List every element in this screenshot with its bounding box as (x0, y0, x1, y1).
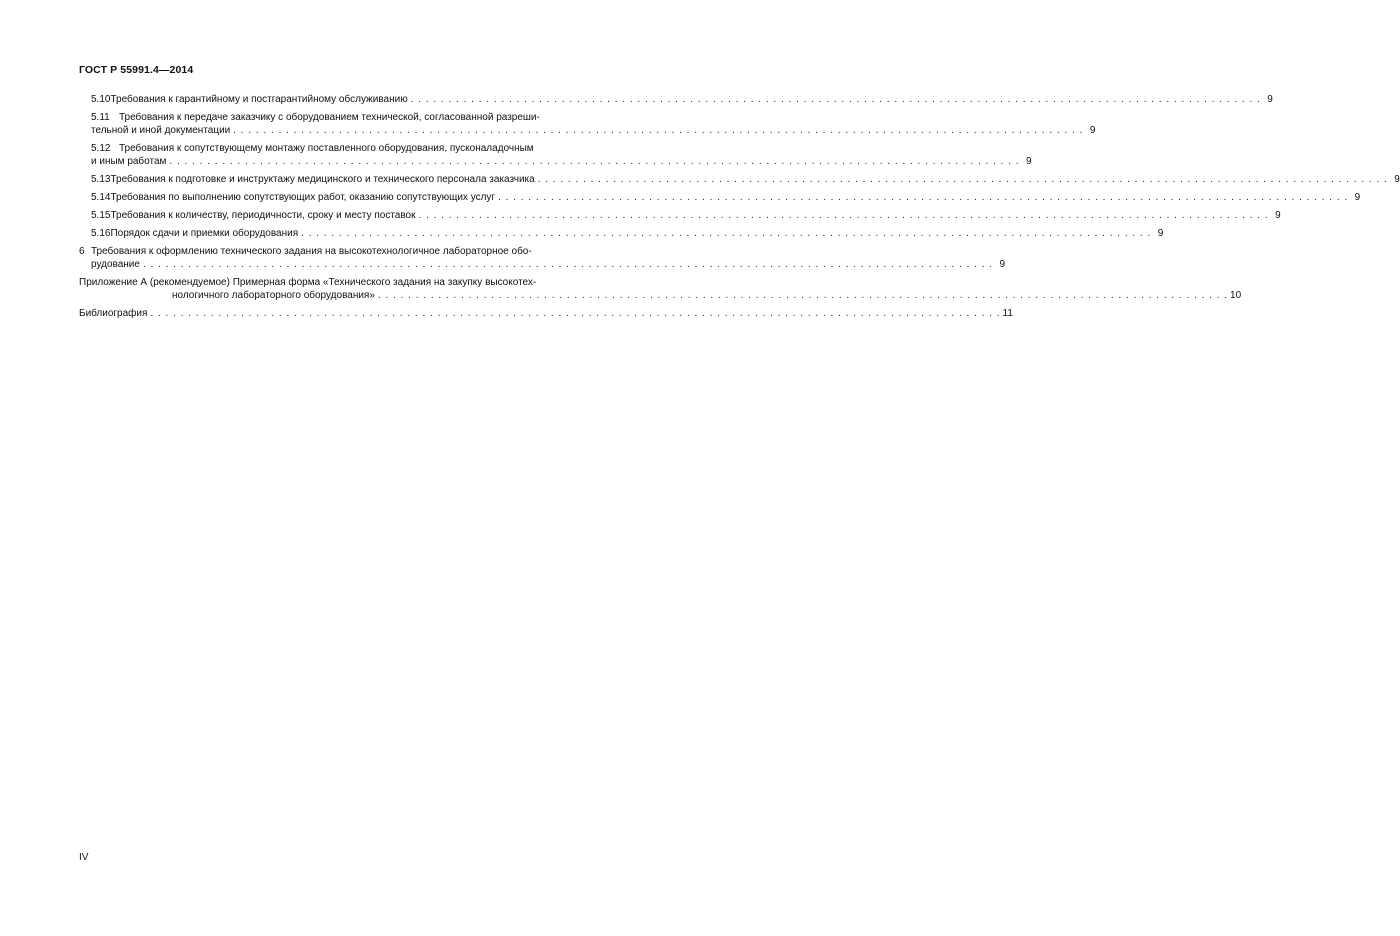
toc-entry-title: Требования к гарантийному и постгарантийному обслуживанию (110, 94, 408, 105)
toc-leader-dots (411, 93, 1261, 106)
toc-page-number: 9 (1025, 156, 1032, 167)
toc-entry-title: Требования к количеству, периодичности, сроку и месту поставок (110, 210, 416, 221)
toc-entry-number: 6 (79, 246, 85, 257)
toc-page-number: 9 (1394, 174, 1400, 185)
toc-entry-number: 5.15 (91, 210, 111, 221)
toc-entry-number: 5.14 (91, 192, 111, 203)
toc-entry-5-16[interactable] (0, 227, 1164, 240)
toc-entry-title-continued: тельной и иной документации (91, 125, 231, 136)
toc-entry-number: 5.11 (91, 112, 110, 123)
toc-entry-5-15[interactable] (0, 209, 1281, 222)
toc-entry-5-12[interactable] (0, 142, 1032, 168)
toc-entry-title-continued: рудование (91, 259, 140, 270)
toc-leader-dots (301, 227, 1151, 240)
toc-entry-appendix-a[interactable] (0, 276, 1242, 302)
toc-entry-title: Требования к оформлению технического задания на высокотехнологичное лабораторное обо- (91, 246, 532, 257)
toc-entry-bibliography[interactable] (0, 307, 1013, 320)
toc-leader-dots (233, 124, 1083, 137)
toc-entry-title: Требования к сопутствующему монтажу поставленного оборудования, пусконаладочным (119, 143, 534, 154)
toc-entry-number: 5.12 (91, 143, 111, 154)
document-header: ГОСТ Р 55991.4—2014 (79, 64, 194, 76)
page-number-roman: IV (79, 852, 89, 863)
toc-entry-5-13[interactable] (0, 173, 1400, 186)
toc-leader-dots (150, 307, 1000, 320)
toc-page-number: 9 (1157, 228, 1164, 239)
toc-entry-5-10[interactable] (0, 93, 1273, 106)
toc-leader-dots (378, 289, 1228, 302)
toc-entry-5-11[interactable] (0, 111, 1096, 137)
toc-page-number: 10 (1230, 290, 1242, 301)
toc-entry-6[interactable] (0, 245, 1006, 271)
toc-entry-title: Требования по выполнению сопутствующих работ, оказанию сопутствующих услуг (110, 192, 496, 203)
toc-page-number: 9 (1275, 210, 1281, 221)
toc-entry-title: Приложение А (рекомендуемое) Примерная форма «Технического задания на закупку высокотех- (79, 277, 537, 288)
toc-page-number: 11 (1002, 308, 1013, 319)
toc-entry-title: Порядок сдачи и приемки оборудования (110, 228, 299, 239)
toc-leader-dots (143, 258, 993, 271)
toc-leader-dots (169, 155, 1019, 168)
toc-entry-5-14[interactable] (0, 191, 1361, 204)
toc-entry-title-continued: и иным работам (91, 156, 167, 167)
toc-page-number: 9 (1089, 125, 1096, 136)
toc-entry-title: Требования к передаче заказчику с оборудованием технической, согласованной разреши- (119, 112, 540, 123)
toc-leader-dots (538, 173, 1388, 186)
toc-page-number: 9 (1354, 192, 1361, 203)
toc-entry-title: Библиография (79, 308, 148, 319)
toc-entry-title-continued: нологичного лабораторного оборудования» (172, 290, 375, 301)
toc-entry-title: Требования к подготовке и инструктажу медицинского и технического персонала заказчика (110, 174, 535, 185)
toc-entry-number: 5.16 (91, 228, 111, 239)
toc-page-number: 9 (1267, 94, 1273, 105)
toc-entry-number: 5.10 (91, 94, 111, 105)
toc-entry-number: 5.13 (91, 174, 111, 185)
toc-leader-dots (498, 191, 1348, 204)
table-of-contents (0, 93, 1400, 325)
toc-page-number: 9 (999, 259, 1006, 270)
toc-leader-dots (419, 209, 1269, 222)
